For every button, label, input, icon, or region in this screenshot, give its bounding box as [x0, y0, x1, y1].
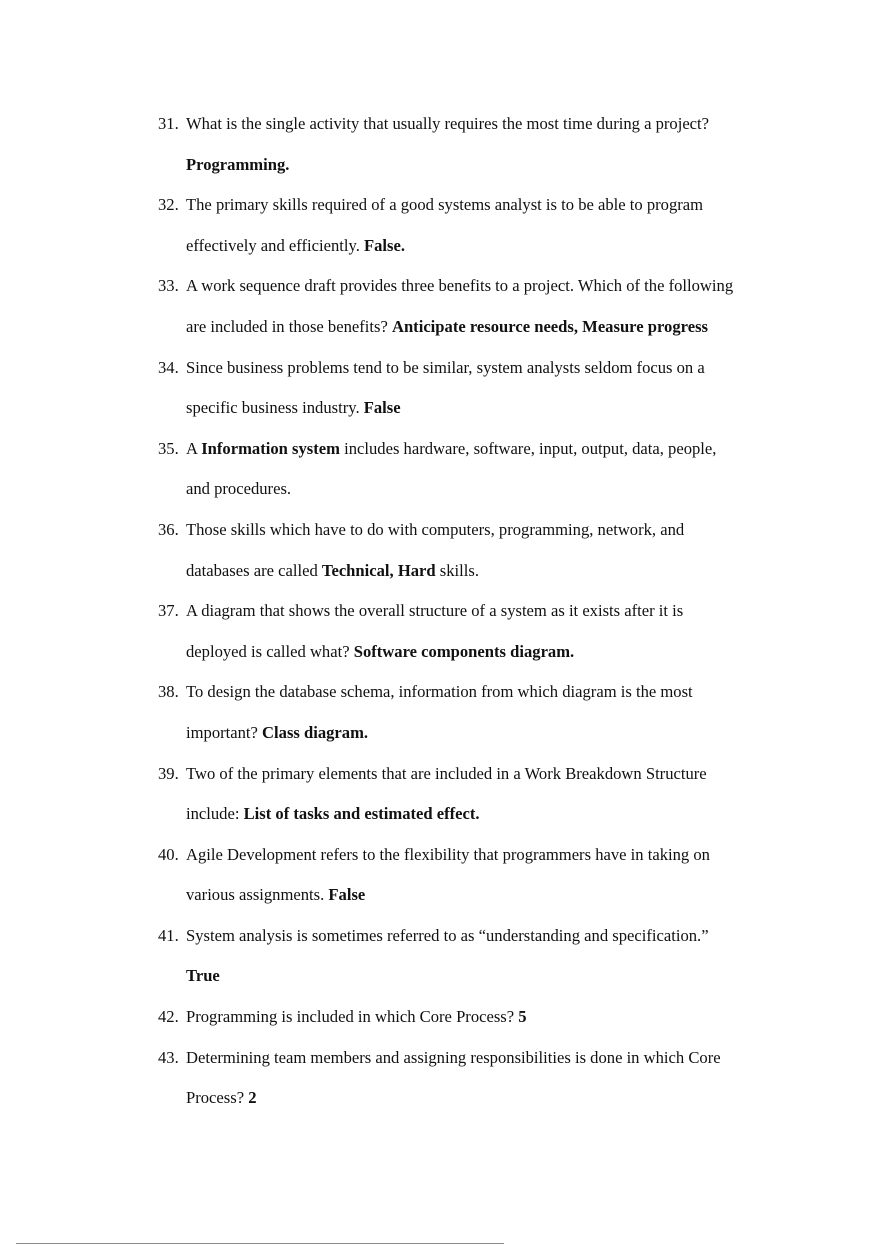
- question-line-2: [186, 875, 798, 916]
- question-line-1: [186, 916, 798, 957]
- question-text: are included in those benefits?: [186, 316, 392, 336]
- question-line-1: [186, 348, 798, 389]
- question-line-1: [186, 835, 798, 876]
- footer-divider: [16, 1243, 504, 1244]
- question-item: [158, 754, 798, 835]
- question-text: What is the single activity that usually requires the most time during a project?: [186, 114, 710, 133]
- question-number: 38.: [158, 682, 179, 702]
- question-item: [158, 591, 798, 672]
- question-text: System analysis is sometimes referred to as “understanding and specification.”: [186, 925, 709, 945]
- question-text: A work sequence draft provides three benefits to a project. Which of the following: [186, 276, 734, 296]
- question-item: [158, 348, 798, 429]
- question-item: [158, 104, 798, 185]
- question-line-2: [186, 307, 798, 348]
- question-number: 31.: [158, 114, 179, 133]
- question-line-2: [186, 632, 798, 673]
- question-number: 40.: [158, 844, 179, 864]
- question-number: 42.: [158, 1007, 179, 1027]
- question-line-1: [186, 997, 798, 1038]
- question-item: [158, 835, 798, 916]
- question-list: [158, 104, 798, 1119]
- question-number: 33.: [158, 276, 179, 296]
- question-text: Two of the primary elements that are included in a Work Breakdown Structure: [186, 763, 707, 783]
- question-line-1: [186, 266, 798, 307]
- question-item: [158, 997, 798, 1038]
- question-text: deployed is called what?: [186, 641, 354, 661]
- question-text: Agile Development refers to the flexibility that programmers have in taking on: [186, 844, 710, 864]
- question-line-1: [186, 1038, 798, 1079]
- answer-text: Programming.: [186, 154, 290, 174]
- question-text: Those skills which have to do with computers, programming, network, and: [186, 519, 685, 539]
- question-item: [158, 429, 798, 510]
- question-text: include:: [186, 804, 244, 824]
- question-text: A diagram that shows the overall structure of a system as it exists after it is: [186, 601, 684, 621]
- question-text: Determining team members and assigning responsibilities is done in which Core: [186, 1047, 721, 1067]
- question-text-tail: includes hardware, software, input, output, data, people,: [339, 438, 717, 458]
- question-text: To design the database schema, information from which diagram is the most: [186, 682, 693, 702]
- question-line-1: [186, 672, 798, 713]
- answer-text: False: [363, 398, 401, 418]
- question-text: important?: [186, 722, 263, 742]
- question-line-2: [186, 226, 798, 267]
- answer-text: Software components diagram.: [353, 641, 575, 661]
- question-item: [158, 510, 798, 591]
- question-text: various assignments.: [186, 885, 329, 905]
- question-line-2: [186, 713, 798, 754]
- question-item: [158, 916, 798, 997]
- answer-text: Technical, Hard: [321, 560, 436, 580]
- question-text: The primary skills required of a good systems analyst is to be able to program: [186, 195, 704, 215]
- question-item: [158, 672, 798, 753]
- question-number: 41.: [158, 925, 179, 945]
- question-line-2: [186, 956, 798, 997]
- question-number: 35.: [158, 438, 179, 458]
- question-line-1: [186, 429, 798, 470]
- answer-text: Class diagram.: [262, 722, 369, 742]
- question-number: 32.: [158, 195, 179, 215]
- question-text: Since business problems tend to be similar, system analysts seldom focus on a: [186, 357, 705, 377]
- question-text: and procedures.: [186, 479, 292, 499]
- question-text: effectively and efficiently.: [186, 235, 364, 255]
- question-text: specific business industry.: [186, 398, 364, 418]
- question-text: Programming is included in which Core Process?: [186, 1007, 519, 1027]
- answer-text: List of tasks and estimated effect.: [243, 804, 480, 824]
- question-text: databases are called: [186, 560, 322, 580]
- question-line-2: [186, 794, 798, 835]
- question-number: 34.: [158, 357, 179, 377]
- question-line-2: [186, 145, 798, 186]
- question-line-1: [186, 104, 798, 145]
- question-line-1: [186, 591, 798, 632]
- question-text: Process?: [186, 1088, 249, 1108]
- question-number: 43.: [158, 1047, 179, 1067]
- answer-text: True: [186, 966, 220, 986]
- question-number: 39.: [158, 763, 179, 783]
- question-line-2: [186, 551, 798, 592]
- answer-text: Information system: [201, 438, 340, 458]
- answer-text: False: [328, 885, 366, 905]
- answer-text: 2: [248, 1088, 257, 1108]
- question-line-2: [186, 388, 798, 429]
- answer-text: False.: [364, 235, 406, 255]
- question-item: [158, 1038, 798, 1119]
- question-line-1: [186, 754, 798, 795]
- answer-text: 5: [518, 1007, 527, 1027]
- question-number: 37.: [158, 601, 179, 621]
- question-text-tail: skills.: [435, 560, 479, 580]
- question-number: 36.: [158, 519, 179, 539]
- answer-text: Anticipate resource needs, Measure progress: [391, 316, 708, 336]
- question-text: A: [186, 438, 202, 458]
- question-line-2: [186, 1078, 798, 1119]
- question-line-2: [186, 469, 798, 510]
- question-item: [158, 266, 798, 347]
- question-line-1: [186, 510, 798, 551]
- question-item: [158, 185, 798, 266]
- question-line-1: [186, 185, 798, 226]
